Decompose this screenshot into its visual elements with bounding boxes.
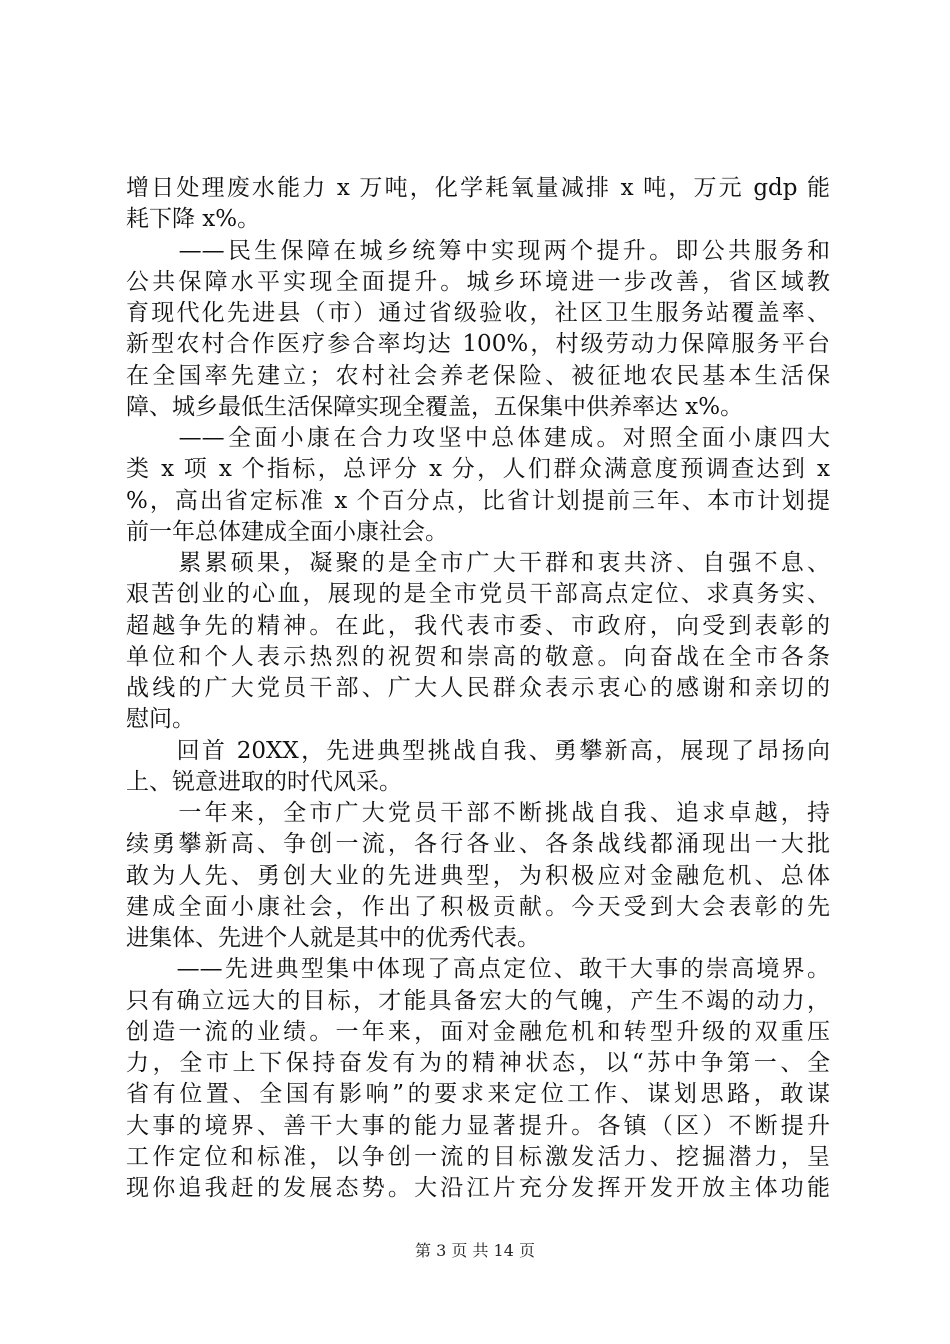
text-line: 创造一流的业绩。一年来，面对金融危机和转型升级的双重压 [126, 1018, 830, 1045]
text-line: 超越争先的精神。在此，我代表市委、市政府，向受到表彰的 [126, 612, 830, 639]
text-line: 战线的广大党员干部、广大人民群众表示衷心的感谢和亲切的 [126, 675, 830, 701]
text-line: 在全国率先建立；农村社会养老保险、被征地农民基本生活保 [126, 362, 830, 389]
text-line: 续勇攀新高、争创一流，各行各业、各条战线都涌现出一大批 [126, 831, 830, 858]
text-line: 大事的境界、善干大事的能力显著提升。各镇（区）不断提升 [126, 1112, 830, 1139]
text-line: 回首 20XX，先进典型挑战自我、勇攀新高，展现了昂扬向 [126, 737, 830, 764]
text-line: 障、城乡最低生活保障实现全覆盖，五保集中供养率达 x%。 [126, 393, 744, 420]
text-line: 进集体、先进个人就是其中的优秀代表。 [126, 925, 540, 951]
document-body [126, 173, 830, 1204]
text-line: 新型农村合作医疗参合率均达 100%，村级劳动力保障服务平台 [126, 331, 830, 358]
text-line: 单位和个人表示热烈的祝贺和崇高的敬意。向奋战在全市各条 [126, 643, 830, 670]
text-line: 省有位置、全国有影响”的要求来定位工作、谋划思路，敢谋 [126, 1081, 830, 1108]
text-line: 累累硕果，凝聚的是全市广大干群和衷共济、自强不息、 [126, 550, 830, 576]
text-line: 前一年总体建成全面小康社会。 [126, 518, 448, 545]
text-line: 慰问。 [126, 706, 195, 733]
text-line: 建成全面小康社会，作出了积极贡献。今天受到大会表彰的先 [126, 893, 830, 920]
text-line: 艰苦创业的心血，展现的是全市党员干部高点定位、求真务实、 [126, 581, 830, 608]
text-line: ——民生保障在城乡统筹中实现两个提升。即公共服务和 [126, 237, 830, 264]
text-line: 育现代化先进县（市）通过省级验收，社区卫生服务站覆盖率、 [126, 300, 830, 326]
page-footer: 第 3 页 共 14 页 [415, 1241, 535, 1260]
text-line: 只有确立远大的目标，才能具备宏大的气魄，产生不竭的动力， [126, 987, 830, 1014]
text-line: 力，全市上下保持奋发有为的精神状态，以“苏中争第一、全 [126, 1050, 830, 1076]
text-line: %，高出省定标准 x 个百分点，比省计划提前三年、本市计划提 [126, 487, 830, 514]
text-line: 增日处理废水能力 x 万吨，化学耗氧量减排 x 吨，万元 gdp 能 [126, 175, 830, 201]
text-line: 一年来，全市广大党员干部不断挑战自我、追求卓越，持 [126, 800, 830, 826]
text-line: 工作定位和标准，以争创一流的目标激发活力、挖掘潜力，呈 [126, 1143, 830, 1170]
text-line: ——全面小康在合力攻坚中总体建成。对照全面小康四大 [126, 425, 830, 451]
text-line: 公共保障水平实现全面提升。城乡环境进一步改善，省区域教 [126, 268, 830, 295]
text-line: ——先进典型集中体现了高点定位、敢干大事的崇高境界。 [126, 956, 830, 983]
text-line: 敢为人先、勇创大业的先进典型，为积极应对金融危机、总体 [126, 862, 830, 889]
text-line: 上、锐意进取的时代风采。 [126, 768, 402, 795]
text-line: 类 x 项 x 个指标，总评分 x 分，人们群众满意度预调查达到 x [126, 456, 830, 483]
text-line: 耗下降 x%。 [126, 206, 261, 233]
text-line: 现你追我赶的发展态势。大沿江片充分发挥开发开放主体功能 [126, 1175, 830, 1201]
